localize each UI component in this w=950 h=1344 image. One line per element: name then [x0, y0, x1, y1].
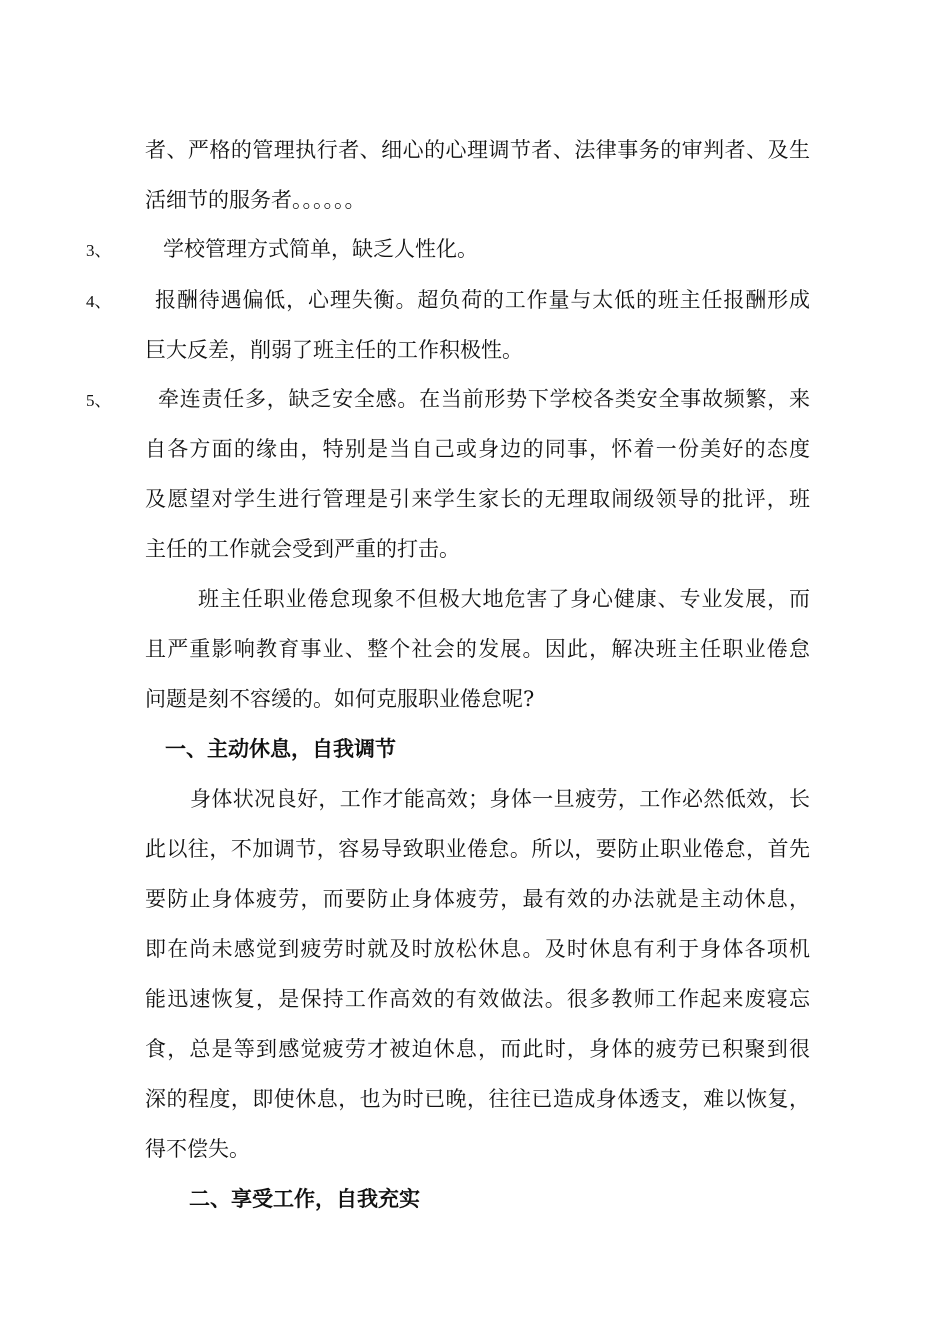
list-item-text: 及愿望对学生进行管理是引来学生家长的无理取闹级领导的批评，班 — [145, 487, 810, 511]
text-line: 者、严格的管理执行者、细心的心理调节者、法律事务的审判者、及生 — [145, 138, 810, 162]
list-item-text: 牵连责任多，缺乏安全感。在当前形势下学校各类安全事故频繁，来 — [158, 387, 810, 411]
paragraph-line: 即在尚未感觉到疲劳时就及时放松休息。及时休息有利于身体各项机 — [145, 937, 810, 961]
paragraph-line: 且严重影响教育事业、整个社会的发展。因此，解决班主任职业倦怠 — [145, 637, 810, 661]
paragraph-line: 深的程度，即使休息，也为时已晚，往往已造成身体透支，难以恢复， — [145, 1087, 810, 1111]
list-item-text: 报酬待遇偏低，心理失衡。超负荷的工作量与太低的班主任报酬形成 — [155, 288, 810, 312]
paragraph-line: 此以往，不加调节，容易导致职业倦怠。所以，要防止职业倦怠，首先 — [145, 837, 810, 861]
section-heading: 二、享受工作，自我充实 — [189, 1186, 420, 1211]
list-item-text: 学校管理方式简单，缺乏人性化。 — [163, 237, 478, 261]
paragraph-line: 问题是刻不容缓的。如何克服职业倦怠呢? — [145, 687, 535, 711]
list-item-text: 自各方面的缘由，特别是当自己或身边的同事，怀着一份美好的态度 — [145, 437, 810, 461]
text-line: 活细节的服务者。。。。。。 — [145, 188, 366, 212]
section-heading: 一、主动休息，自我调节 — [165, 736, 396, 761]
paragraph-line: 得不偿失。 — [145, 1137, 250, 1161]
list-item-text: 主任的工作就会受到严重的打击。 — [145, 537, 460, 561]
paragraph-line: 班主任职业倦怠现象不但极大地危害了身心健康、专业发展，而 — [198, 587, 810, 611]
paragraph-line: 身体状况良好，工作才能高效；身体一旦疲劳，工作必然低效，长 — [190, 787, 810, 811]
list-number: 4、 — [86, 292, 112, 311]
list-number: 5、 — [86, 391, 112, 410]
list-number: 3、 — [86, 241, 112, 260]
paragraph-line: 要防止身体疲劳，而要防止身体疲劳，最有效的办法就是主动休息， — [145, 887, 810, 911]
list-item-text: 巨大反差，削弱了班主任的工作积极性。 — [145, 338, 523, 362]
paragraph-line: 能迅速恢复，是保持工作高效的有效做法。很多教师工作起来废寝忘 — [145, 987, 810, 1011]
paragraph-line: 食，总是等到感觉疲劳才被迫休息，而此时，身体的疲劳已积聚到很 — [145, 1037, 810, 1061]
